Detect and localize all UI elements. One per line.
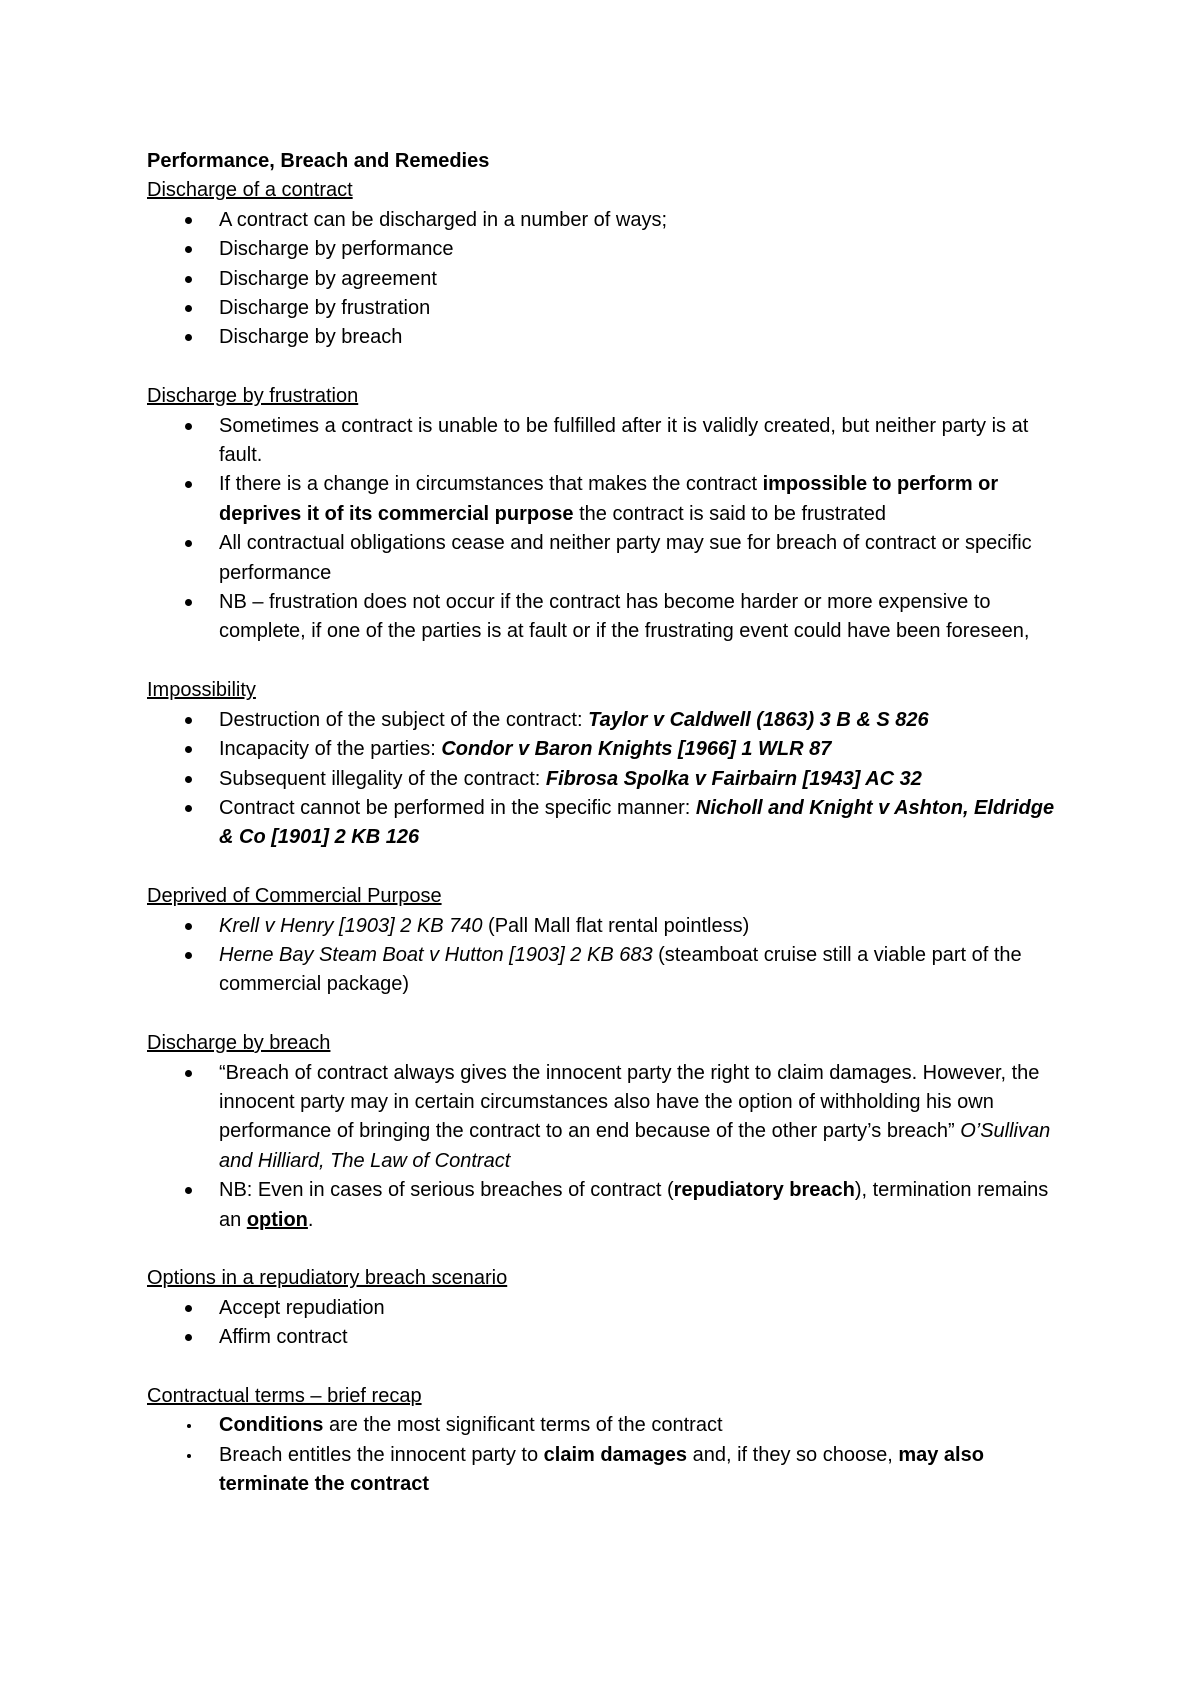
item-text: Breach entitles the innocent party to [219,1443,544,1466]
section-heading-deprived: Deprived of Commercial Purpose [147,885,442,908]
emphasis-text: option [246,1208,308,1231]
item-text: and, if they so choose, [687,1443,899,1466]
item-text: . [307,1208,314,1231]
list-item [147,1441,1067,1500]
section-heading-frustration: Discharge by frustration [147,385,359,408]
emphasis-text: repudiatory breach [673,1179,855,1202]
emphasis-text: claim damages [543,1443,688,1466]
item-text: Destruction of the subject of the contract: [219,708,589,731]
impossibility-list [147,706,1067,853]
section-heading-options: Options in a repudiatory breach scenario [147,1267,508,1290]
quote-text: “Breach of contract always gives the innocent party the right to claim damages. However, the innocent party may in certain circumstances also have the option of withholding his own performance of bringing the contract to an end because of the other party’s breach” [219,1061,1040,1143]
item-text: Contract cannot be performed in the specific manner: [219,796,696,819]
item-text: (steamboat cruise still a viable part of the commercial package) [219,943,1022,996]
case-citation: Nicholl and Knight v Ashton, Eldridge & Co [1901] 2 KB 126 [219,796,1055,849]
case-citation: Herne Bay Steam Boat v Hutton [1903] 2 KB 683 [219,943,653,966]
list-item [147,941,1067,1000]
list-item [147,706,1067,735]
item-text: If there is a change in circumstances that makes the contract [219,473,763,496]
list-item: Discharge by breach [147,323,1067,352]
frustration-list [147,412,1067,647]
list-item [147,912,1067,941]
list-item [147,735,1067,764]
discharge-list [147,206,1067,353]
list-item: Sometimes a contract is unable to be fulfilled after it is validly created, but neither party is at fault. [147,412,1067,471]
list-item: Discharge by agreement [147,265,1067,294]
section-heading-discharge: Discharge of a contract [147,179,353,202]
list-item [147,794,1067,853]
case-citation: Fibrosa Spolka v Fairbairn [1943] AC 32 [545,767,922,790]
emphasis-text: Conditions [219,1414,324,1437]
case-citation: Condor v Baron Knights [1966] 1 WLR 87 [441,738,832,761]
list-item [147,765,1067,794]
list-item [147,1411,1067,1440]
item-text: Subsequent illegality of the contract: [219,767,546,790]
item-text: NB: Even in cases of serious breaches of contract ( [219,1179,674,1202]
list-item: All contractual obligations cease and neither party may sue for breach of contract or specific performance [147,529,1067,588]
list-item: A contract can be discharged in a number of ways; [147,206,1067,235]
case-citation: Taylor v Caldwell (1863) 3 B & S 826 [588,708,929,731]
item-text: (Pall Mall flat rental pointless) [482,914,750,937]
list-item [147,1176,1067,1235]
deprived-list [147,912,1067,1000]
case-citation: Krell v Henry [1903] 2 KB 740 [219,914,483,937]
document-page [147,147,1067,1500]
list-item: NB – frustration does not occur if the contract has become harder or more expensive to complete, if one of the parties is at fault or if the frustrating event could have been foreseen, [147,588,1067,647]
list-item: Accept repudiation [147,1294,1067,1323]
quote-source: O’Sullivan and Hilliard, The Law of Contract [219,1120,1051,1172]
list-item: Discharge by frustration [147,294,1067,323]
list-item [147,470,1067,529]
options-list [147,1294,1067,1353]
item-text: are the most significant terms of the contract [323,1414,723,1437]
terms-list [147,1411,1067,1499]
emphasis-text: may also terminate the contract [219,1443,984,1496]
section-heading-breach: Discharge by breach [147,1032,331,1055]
breach-list [147,1059,1067,1235]
item-text: the contract is said to be frustrated [573,502,886,525]
emphasis-text: impossible to perform or deprives it of its commercial purpose [219,473,999,525]
item-text: Incapacity of the parties: [219,738,442,761]
list-item: Affirm contract [147,1323,1067,1352]
section-heading-terms: Contractual terms – brief recap [147,1384,422,1407]
list-item: Discharge by performance [147,235,1067,264]
item-text: ), termination remains an [219,1179,1049,1231]
section-heading-impossibility: Impossibility [147,679,256,702]
list-item [147,1059,1067,1177]
document-title: Performance, Breach and Remedies [147,150,490,172]
